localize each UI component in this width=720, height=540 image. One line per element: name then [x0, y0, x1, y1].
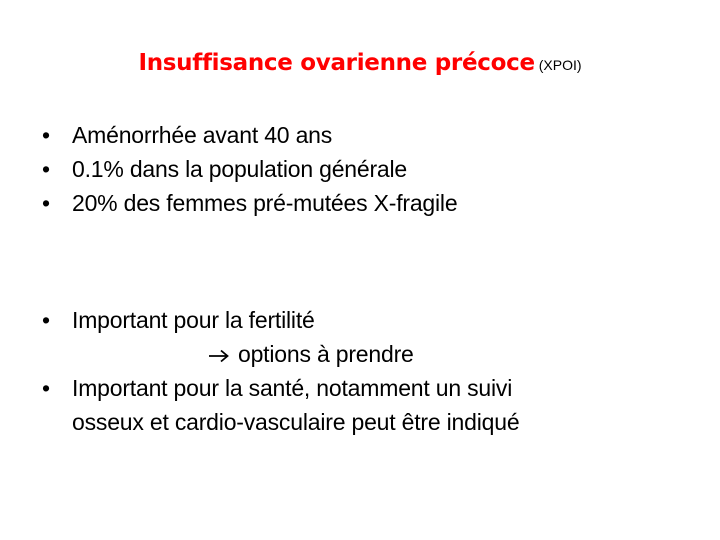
- list-item: [0, 186, 457, 220]
- title-text: Insuffisance ovarienne précoce: [138, 50, 535, 76]
- list-item: [0, 152, 457, 186]
- subline-text: options à prendre: [238, 341, 414, 367]
- bullet-dot: •: [42, 375, 50, 401]
- bullet-list-importance: [0, 303, 519, 439]
- bullet-dot: •: [42, 122, 50, 148]
- list-item-continuation: osseux et cardio-vasculaire peut être indiqué: [72, 409, 520, 435]
- bullet-list-facts: [0, 118, 457, 220]
- list-item-text: Aménorrhée avant 40 ans: [72, 122, 333, 148]
- list-item: [0, 371, 519, 439]
- list-item-text: 20% des femmes pré-mutées X-fragile: [72, 190, 458, 216]
- bullet-dot: •: [42, 190, 50, 216]
- list-item-text: Important pour la santé, notamment un suivi: [72, 375, 513, 401]
- bullet-dot: •: [42, 156, 50, 182]
- title-suffix: (XPOI): [538, 57, 582, 73]
- list-item: [0, 303, 519, 371]
- bullet-dot: •: [42, 307, 50, 333]
- list-item-text: Important pour la fertilité: [72, 307, 315, 333]
- list-item-subline: [72, 337, 519, 371]
- list-item-text: 0.1% dans la population générale: [72, 156, 408, 182]
- slide-title: [0, 50, 720, 76]
- list-item: [0, 118, 457, 152]
- arrow-right-icon: [208, 349, 230, 363]
